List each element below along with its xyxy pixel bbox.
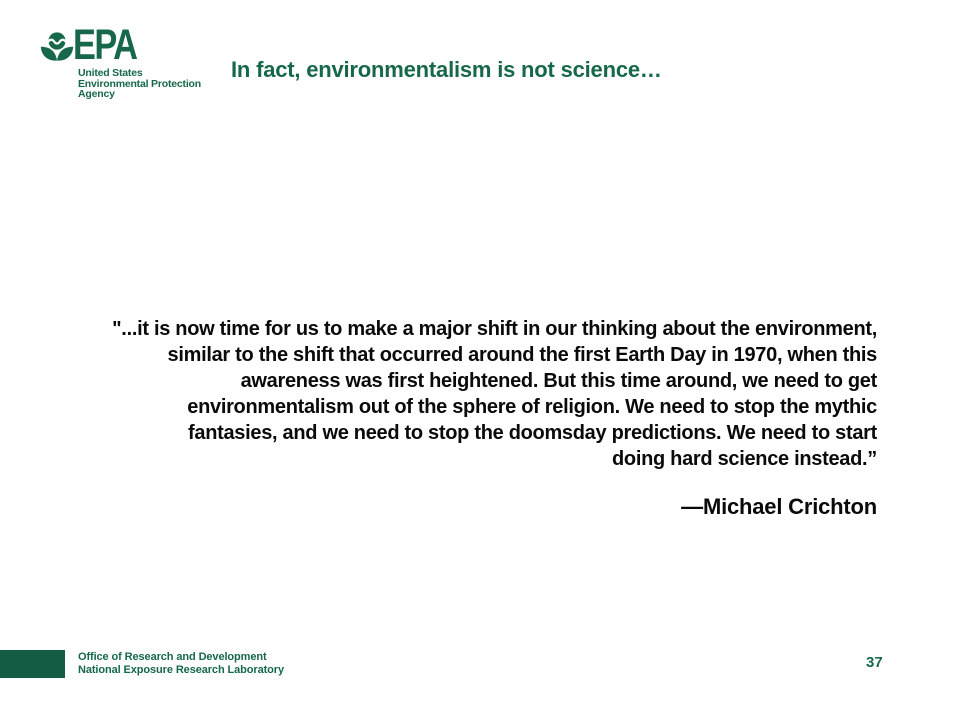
quote-attribution: —Michael Crichton (681, 494, 877, 519)
footer-org-lines: Office of Research and Development National Exposure Research Laboratory (78, 651, 284, 676)
page-number: 37 (866, 654, 883, 671)
quote-block (40, 316, 877, 520)
footer-accent-bar (0, 650, 65, 678)
epa-logo (0, 0, 260, 110)
epa-flower-icon (38, 32, 76, 62)
quote-text: "...it is now time for us to make a major shift in our thinking about the environment, similar to the shift that occurred around the first Earth Day in 1970, when this awareness was first heightened. But this time around, we need to get environmentalism out of the sphere of religion. We need to stop the mythic fantasies, and we need to stop the doomsday predictions. We need to start doing hard science instead.” (112, 318, 877, 470)
epa-wordmark: EPA (73, 21, 137, 69)
epa-tagline: United States Environmental Protection Agency (78, 67, 201, 100)
slide-title: In fact, environmentalism is not science… (231, 57, 662, 82)
